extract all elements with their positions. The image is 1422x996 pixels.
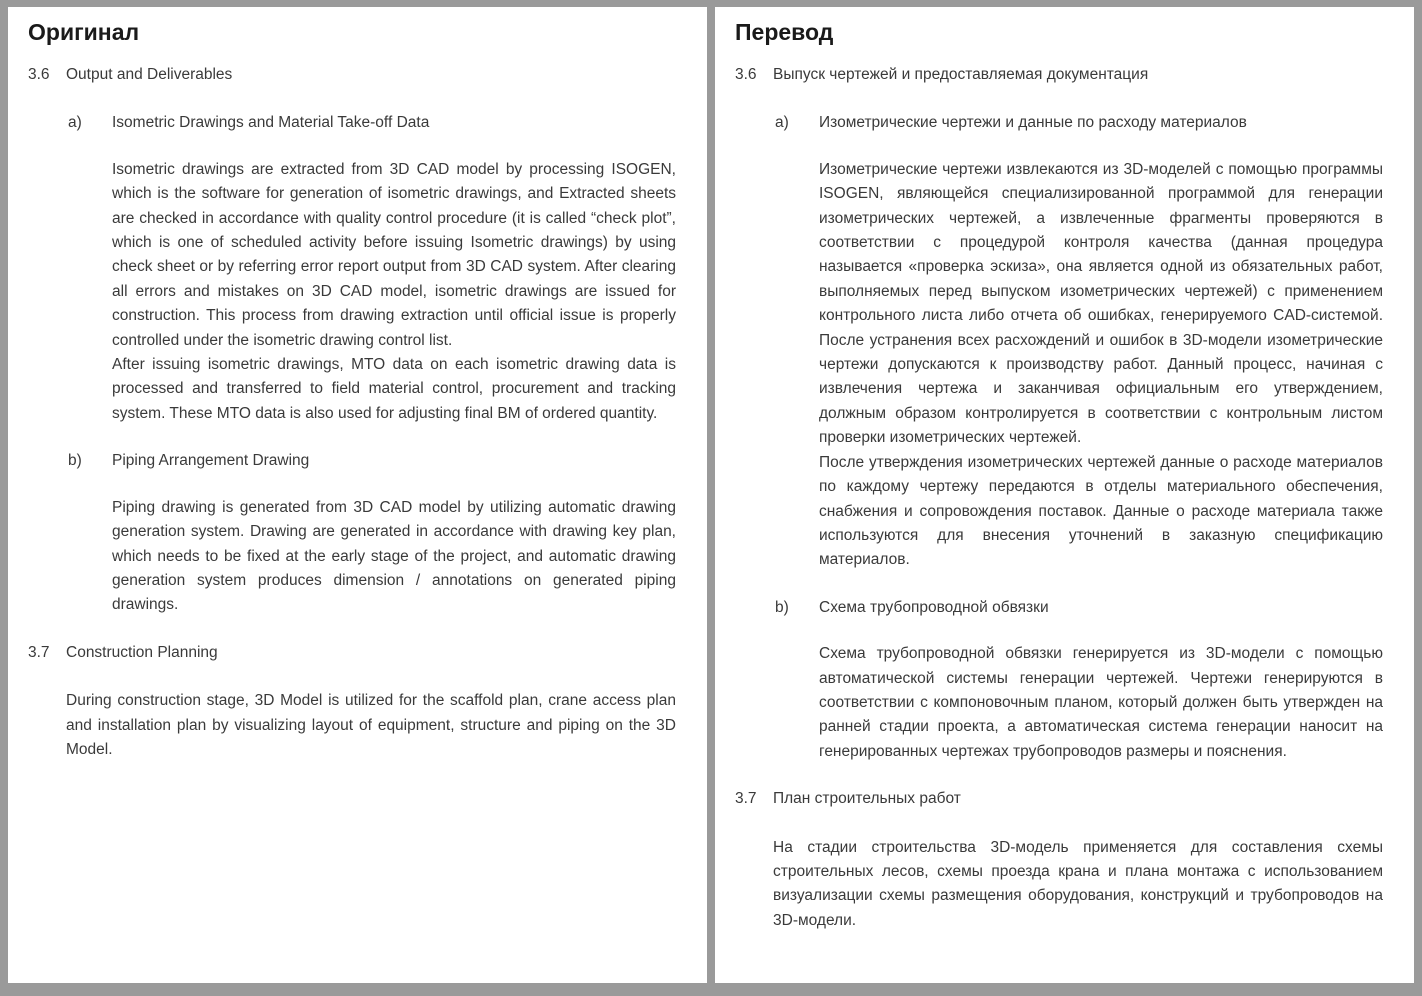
item-heading-row — [68, 111, 676, 135]
list-item-b — [775, 596, 1383, 764]
paragraph: During construction stage, 3D Model is utilized for the scaffold plan, crane access plan and installation plan by visualizing layout of equipment, structure and piping on the 3D Model. — [66, 692, 676, 758]
list-item-a — [68, 111, 676, 426]
section-body — [66, 689, 676, 762]
panel-title-original: Оригинал — [28, 19, 140, 45]
section-heading: Output and Deliverables — [66, 66, 233, 83]
list-item-a — [775, 111, 1383, 572]
paragraph: После утверждения изометрических чертежей данные о расходе материалов по каждому чертежу передаются в отделы материального обеспечения, снабжения и сопровождения поставок. Данные о расходе материала также используются для внесения уточнений в заказную спецификацию материалов. — [819, 453, 1383, 569]
panel-translation — [715, 7, 1414, 983]
paragraph: Piping drawing is generated from 3D CAD model by utilizing automatic drawing generation system. Drawing are generated in accordance with drawing key plan, which needs to be fixed at the early stage of the project, and automatic drawing generation system produces dimension / annotations on generated piping drawings. — [112, 498, 676, 614]
section-3-6 — [28, 63, 676, 87]
section-heading: Выпуск чертежей и предоставляемая документация — [773, 66, 1149, 83]
item-heading-row — [68, 449, 676, 473]
item-body — [819, 642, 1383, 764]
item-body — [819, 158, 1383, 573]
section-3-7 — [28, 641, 676, 665]
panel-title-translation: Перевод — [735, 19, 834, 45]
item-heading: Изометрические чертежи и данные по расходу материалов — [819, 114, 1247, 132]
paragraph: Схема трубопроводной обвязки генерируется из 3D-модели с помощью автоматической системы генерации чертежей. Чертежи генерируются в соответствии с компоновочным планом, который должен быть утвержден на ранней стадии проекта, а автоматическая система генерации наносит на генерированных чертежах трубопроводов размеры и пояснения. — [819, 645, 1383, 760]
paragraph: After issuing isometric drawings, MTO data on each isometric drawing data is processed and transferred to field material control, procurement and tracking system. These MTO data is also used for adjusting final BM of ordered quantity. — [112, 356, 676, 422]
panel-original — [8, 7, 707, 983]
section-body — [773, 836, 1383, 934]
paragraph: Isometric drawings are extracted from 3D CAD model by processing ISOGEN, which is the software for generation of isometric drawings, and Extracted sheets are checked in accordance with quality control procedure (it is called “check plot”, which is one of scheduled activity before issuing Isometric drawings) by using check sheet or by referring error report output from 3D CAD system. After clearing all errors and mistakes on 3D CAD model, isometric drawings are issued for construction. This process from drawing extraction until official issue is properly controlled under the isometric drawing control list. — [112, 160, 676, 349]
item-label: b) — [68, 452, 82, 470]
list-item-b — [68, 449, 676, 617]
section-number: 3.7 — [28, 643, 50, 661]
item-label: a) — [775, 114, 789, 132]
section-heading: Construction Planning — [66, 643, 218, 661]
item-body — [112, 496, 676, 618]
item-heading: Isometric Drawings and Material Take-off Data — [112, 114, 430, 132]
section-3-6 — [735, 63, 1383, 87]
section-number: 3.7 — [735, 790, 757, 808]
paragraph: На стадии строительства 3D-модель применяется для составления схемы строительных лесов, схемы проезда крана и плана монтажа с использованием визуализации схемы размещения оборудования, конструкций и трубопроводов на 3D-модели. — [773, 838, 1383, 929]
item-heading: Piping Arrangement Drawing — [112, 452, 310, 470]
section-number: 3.6 — [28, 66, 50, 83]
paragraph: Изометрические чертежи извлекаются из 3D-моделей с помощью программы ISOGEN, являющейся специализированной программой для генерации изометрических чертежей, а извлеченные фрагменты проверяются в соответствии с процедурой контроля качества (данная процедура называется «проверка эскиза», она является одной из обязательных работ, выполняемых перед выпуском изометрических чертежей) с применением контрольного листа либо отчета об ошибках, генерируемого CAD-системой. После устранения всех расхождений и ошибок в 3D-модели изометрические чертежи допускаются к производству работ. Данный процесс, начиная с извлечения чертежа и заканчивая официальным его утверждением, должным образом контролируется в соответствии с контрольным листом проверки изометрических чертежей. — [819, 160, 1383, 447]
item-body — [112, 158, 676, 426]
item-label: a) — [68, 114, 82, 132]
section-3-7 — [735, 787, 1383, 811]
item-label: b) — [775, 598, 789, 616]
section-number: 3.6 — [735, 66, 757, 83]
item-heading: Схема трубопроводной обвязки — [819, 598, 1049, 616]
section-heading: План строительных работ — [773, 790, 961, 808]
item-heading-row — [775, 596, 1383, 620]
item-heading-row — [775, 111, 1383, 135]
